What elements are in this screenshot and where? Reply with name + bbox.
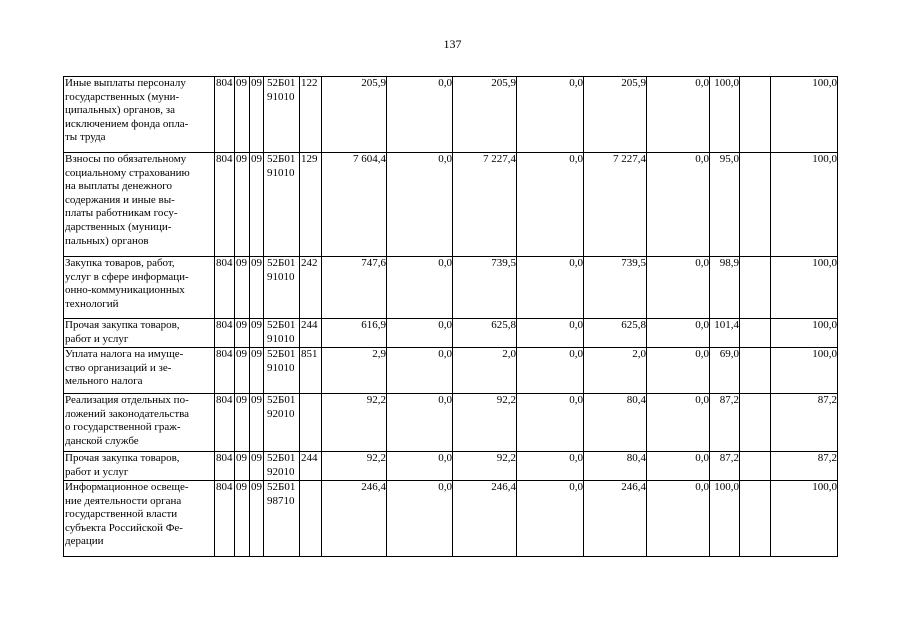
row-value5-cell: 739,5 (584, 257, 647, 319)
row-code2-cell: 09 (235, 348, 250, 394)
row-code1-cell: 804 (215, 319, 235, 348)
row-percent1-cell: 98,9 (710, 257, 740, 319)
row-percent3-cell: 87,2 (771, 394, 838, 452)
row-value5-cell: 80,4 (584, 452, 647, 481)
row-name-cell: Иные выплаты персоналу государственных (муни- ципальных) органов, за исключением фонда опла- ты труда (64, 77, 215, 153)
row-expense-type-cell: 244 (300, 319, 322, 348)
row-code2-cell: 09 (235, 394, 250, 452)
row-name-cell: Прочая закупка товаров, работ и услуг (64, 319, 215, 348)
row-percent3-cell: 100,0 (771, 481, 838, 557)
row-expense-type-cell: 244 (300, 452, 322, 481)
row-value3-cell: 205,9 (453, 77, 517, 153)
row-value1-cell: 747,6 (322, 257, 387, 319)
row-value2-cell: 0,0 (387, 257, 453, 319)
row-percent3-cell: 100,0 (771, 348, 838, 394)
row-target-article-cell: 52Б01 91010 (264, 257, 300, 319)
table-row (64, 452, 838, 481)
row-percent3-cell: 100,0 (771, 153, 838, 257)
row-percent2-cell (740, 257, 771, 319)
row-value6-cell: 0,0 (647, 77, 710, 153)
row-percent1-cell: 87,2 (710, 394, 740, 452)
row-code2-cell: 09 (235, 77, 250, 153)
row-code1-cell: 804 (215, 394, 235, 452)
row-percent2-cell (740, 153, 771, 257)
row-name-cell: Взносы по обязательному социальному страхованию на выплаты денежного содержания и иные вы- платы работникам госу- дарственных (муници- пальных) органов (64, 153, 215, 257)
row-expense-type-cell: 242 (300, 257, 322, 319)
row-value3-cell: 2,0 (453, 348, 517, 394)
row-percent2-cell (740, 452, 771, 481)
row-value3-cell: 92,2 (453, 394, 517, 452)
row-expense-type-cell (300, 481, 322, 557)
row-value3-cell: 7 227,4 (453, 153, 517, 257)
row-value2-cell: 0,0 (387, 153, 453, 257)
row-percent1-cell: 100,0 (710, 77, 740, 153)
row-code3-cell: 09 (250, 394, 264, 452)
table-row (64, 153, 838, 257)
row-code2-cell: 09 (235, 481, 250, 557)
row-value3-cell: 92,2 (453, 452, 517, 481)
row-value3-cell: 625,8 (453, 319, 517, 348)
row-code1-cell: 804 (215, 452, 235, 481)
row-code2-cell: 09 (235, 452, 250, 481)
row-value5-cell: 7 227,4 (584, 153, 647, 257)
row-expense-type-cell: 851 (300, 348, 322, 394)
row-value4-cell: 0,0 (517, 153, 584, 257)
row-percent3-cell: 100,0 (771, 319, 838, 348)
row-value2-cell: 0,0 (387, 348, 453, 394)
row-code3-cell: 09 (250, 257, 264, 319)
row-value4-cell: 0,0 (517, 452, 584, 481)
row-percent3-cell: 87,2 (771, 452, 838, 481)
table-row (64, 319, 838, 348)
row-value4-cell: 0,0 (517, 348, 584, 394)
row-value1-cell: 205,9 (322, 77, 387, 153)
row-value5-cell: 246,4 (584, 481, 647, 557)
row-value5-cell: 205,9 (584, 77, 647, 153)
row-target-article-cell: 52Б01 92010 (264, 452, 300, 481)
table-body (64, 77, 838, 557)
row-value2-cell: 0,0 (387, 394, 453, 452)
row-code1-cell: 804 (215, 257, 235, 319)
row-value4-cell: 0,0 (517, 77, 584, 153)
row-code3-cell: 09 (250, 348, 264, 394)
row-value1-cell: 7 604,4 (322, 153, 387, 257)
row-code3-cell: 09 (250, 77, 264, 153)
row-target-article-cell: 52Б01 91010 (264, 348, 300, 394)
row-percent1-cell: 100,0 (710, 481, 740, 557)
row-percent2-cell (740, 77, 771, 153)
row-value1-cell: 92,2 (322, 452, 387, 481)
row-value6-cell: 0,0 (647, 153, 710, 257)
row-value2-cell: 0,0 (387, 77, 453, 153)
row-name-cell: Закупка товаров, работ, услуг в сфере информаци- онно-коммуникационных технологий (64, 257, 215, 319)
table-row (64, 481, 838, 557)
table-row (64, 394, 838, 452)
row-name-cell: Информационное освеще- ние деятельности органа государственной власти субъекта Российской Фе- дерации (64, 481, 215, 557)
table-row (64, 77, 838, 153)
row-code2-cell: 09 (235, 257, 250, 319)
row-value2-cell: 0,0 (387, 452, 453, 481)
row-value4-cell: 0,0 (517, 257, 584, 319)
row-value3-cell: 739,5 (453, 257, 517, 319)
row-value4-cell: 0,0 (517, 319, 584, 348)
table-row (64, 348, 838, 394)
page-number: 137 (443, 37, 462, 51)
row-percent1-cell: 101,4 (710, 319, 740, 348)
budget-table (63, 76, 838, 557)
row-name-cell: Прочая закупка товаров, работ и услуг (64, 452, 215, 481)
row-value1-cell: 92,2 (322, 394, 387, 452)
row-percent3-cell: 100,0 (771, 77, 838, 153)
row-expense-type-cell: 122 (300, 77, 322, 153)
row-expense-type-cell: 129 (300, 153, 322, 257)
row-percent2-cell (740, 348, 771, 394)
row-value6-cell: 0,0 (647, 452, 710, 481)
row-percent3-cell: 100,0 (771, 257, 838, 319)
row-target-article-cell: 52Б01 91010 (264, 319, 300, 348)
row-percent2-cell (740, 481, 771, 557)
row-percent1-cell: 69,0 (710, 348, 740, 394)
row-value6-cell: 0,0 (647, 257, 710, 319)
row-name-cell: Реализация отдельных по- ложений законодательства о государственной граж- данской службе (64, 394, 215, 452)
row-code3-cell: 09 (250, 481, 264, 557)
row-target-article-cell: 52Б01 98710 (264, 481, 300, 557)
row-code2-cell: 09 (235, 319, 250, 348)
row-value2-cell: 0,0 (387, 481, 453, 557)
row-target-article-cell: 52Б01 91010 (264, 153, 300, 257)
row-value6-cell: 0,0 (647, 481, 710, 557)
row-value5-cell: 80,4 (584, 394, 647, 452)
row-value5-cell: 625,8 (584, 319, 647, 348)
row-value4-cell: 0,0 (517, 481, 584, 557)
row-code1-cell: 804 (215, 481, 235, 557)
row-code2-cell: 09 (235, 153, 250, 257)
row-value3-cell: 246,4 (453, 481, 517, 557)
row-code1-cell: 804 (215, 153, 235, 257)
row-value5-cell: 2,0 (584, 348, 647, 394)
row-percent1-cell: 95,0 (710, 153, 740, 257)
row-percent2-cell (740, 319, 771, 348)
row-target-article-cell: 52Б01 92010 (264, 394, 300, 452)
row-percent1-cell: 87,2 (710, 452, 740, 481)
row-name-cell: Уплата налога на имуще- ство организаций и зе- мельного налога (64, 348, 215, 394)
row-percent2-cell (740, 394, 771, 452)
row-target-article-cell: 52Б01 91010 (264, 77, 300, 153)
row-expense-type-cell (300, 394, 322, 452)
row-value6-cell: 0,0 (647, 394, 710, 452)
row-code3-cell: 09 (250, 452, 264, 481)
row-value1-cell: 616,9 (322, 319, 387, 348)
table-row (64, 257, 838, 319)
row-value4-cell: 0,0 (517, 394, 584, 452)
row-code3-cell: 09 (250, 153, 264, 257)
row-code1-cell: 804 (215, 77, 235, 153)
row-value2-cell: 0,0 (387, 319, 453, 348)
row-value1-cell: 246,4 (322, 481, 387, 557)
row-code1-cell: 804 (215, 348, 235, 394)
row-value6-cell: 0,0 (647, 319, 710, 348)
row-value1-cell: 2,9 (322, 348, 387, 394)
row-code3-cell: 09 (250, 319, 264, 348)
row-value6-cell: 0,0 (647, 348, 710, 394)
